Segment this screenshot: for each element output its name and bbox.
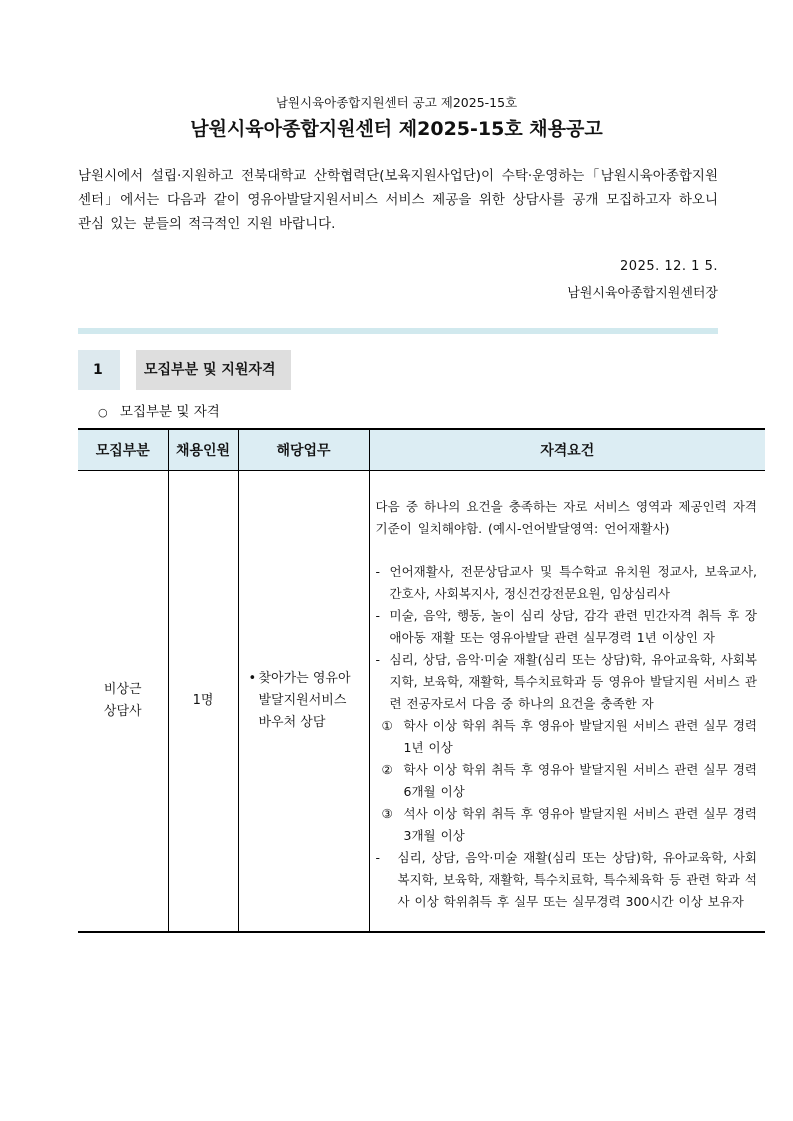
list-item [376, 649, 758, 715]
header-qualifications: 자격요건 [369, 429, 765, 471]
qualifications-list [376, 561, 758, 913]
section-title: 모집부분 및 지원자격 [136, 350, 291, 390]
qualifications-intro: 다음 중 하나의 요건을 충족하는 자로 서비스 영역과 제공인력 자격기준이 일치해야함. (예시-언어발달영역: 언어재활사) [375, 499, 757, 536]
category-line: 상담사 [103, 704, 142, 719]
dash-marker: - [375, 564, 381, 579]
table-header-row [78, 429, 765, 471]
section-number: 1 [78, 350, 120, 390]
subsection-title: 모집부분 및 자격 [119, 404, 220, 420]
subqualification-text: 학사 이상 학위 취득 후 영유아 발달지원 서비스 관련 실무 경력 6개월 이상 [403, 762, 757, 799]
qualification-text: 언어재활사, 전문상담교사 및 특수학교 유치원 정교사, 보육교사, 간호사, 사회복지사, 정신건강전문요원, 임상심리사 [389, 564, 757, 601]
notice-date: 2025. 12. 1 5. [620, 259, 718, 274]
dash-marker: - [375, 652, 381, 667]
bullet-icon: • [248, 671, 257, 686]
cell-qualifications [369, 471, 765, 933]
number-marker: ③ [381, 806, 393, 821]
dash-marker: - [375, 850, 381, 865]
qualification-text: 심리, 상담, 음악·미술 재활(심리 또는 상담)학, 유아교육학, 사회복지학, 보육학, 재활학, 특수치료학과 등 영유아 발달지원 서비스 관련 전공자로서 다음 중 하나의 요건을 충족한 자 [389, 652, 757, 711]
cell-category [78, 471, 168, 933]
qualification-text: 심리, 상담, 음악·미술 재활(심리 또는 상담)학, 유아교육학, 사회복지학, 보육학, 재활학, 특수치료학, 특수체육학 등 관련 학과 석사 이상 학위취득 후 실무 또는 실무경력 300시간 이상 보유자 [397, 850, 757, 909]
header-category: 모집부분 [78, 429, 168, 471]
table-row [78, 471, 765, 933]
dash-marker: - [375, 608, 381, 623]
cell-headcount: 1명 [168, 471, 238, 933]
list-item [376, 803, 758, 847]
list-item [376, 605, 758, 649]
list-item [376, 847, 758, 913]
header-duty: 해당업무 [238, 429, 369, 471]
number-marker: ① [381, 718, 393, 733]
qualification-text: 미술, 음악, 행동, 놀이 심리 상담, 감각 관련 민간자격 취득 후 장애아동 재활 또는 영유아발달 관련 실무경력 1년 이상인 자 [389, 608, 757, 645]
duty-text: 찾아가는 영유아 발달지원서비스 바우처 상담 [258, 671, 351, 730]
page-title: 남원시육아종합지원센터 제2025-15호 채용공고 [190, 118, 603, 140]
notice-number: 남원시육아종합지원센터 공고 제2025-15호 [275, 95, 518, 110]
subqualification-text: 석사 이상 학위 취득 후 영유아 발달지원 서비스 관련 실무 경력 3개월 이상 [403, 806, 757, 843]
subqualification-text: 학사 이상 학위 취득 후 영유아 발달지원 서비스 관련 실무 경력 1년 이상 [403, 718, 757, 755]
list-item [376, 715, 758, 759]
circle-bullet-icon: ○ [98, 406, 108, 419]
recruitment-table [78, 428, 765, 933]
issuer-name: 남원시육아종합지원센터장 [567, 286, 718, 301]
cell-duty [238, 471, 369, 933]
header-headcount: 채용인원 [168, 429, 238, 471]
number-marker: ② [381, 762, 393, 777]
list-item [376, 561, 758, 605]
subsection-heading [98, 400, 220, 420]
intro-paragraph: 남원시에서 설립·지원하고 전북대학교 산학협력단(보육지원사업단)이 수탁·운영하는「남원시육아종합지원센터」에서는 다음과 같이 영유아발달지원서비스 서비스 제공을 위한 상담사를 공개 모집하고자 하오니 관심 있는 분들의 적극적인 지원 바랍니다. [78, 168, 718, 232]
section-divider [78, 328, 718, 334]
list-item [376, 759, 758, 803]
category-line: 비상근 [103, 682, 142, 697]
